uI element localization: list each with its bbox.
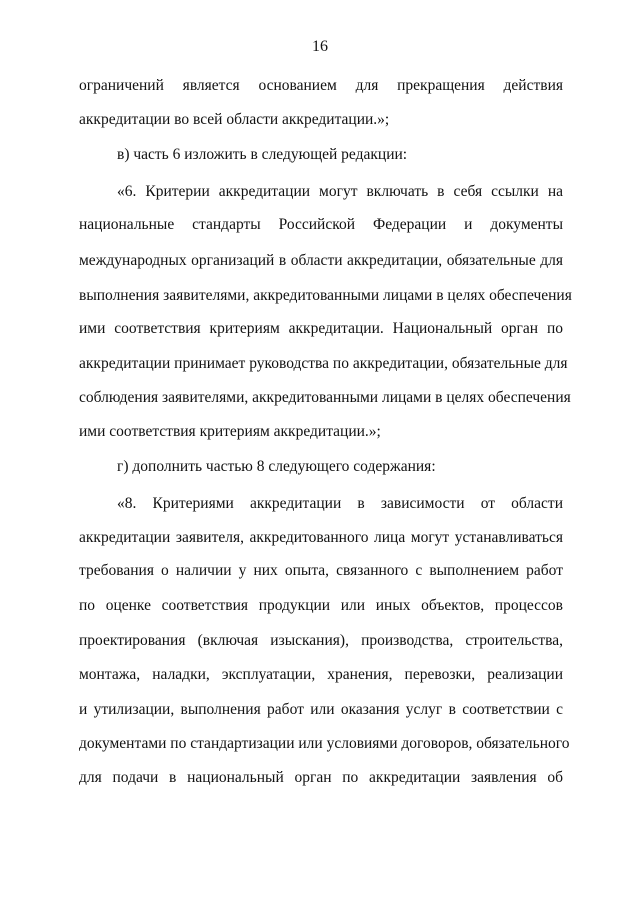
paragraph-first-line: «6. Критерии аккредитации могут включать в себя ссылки на: [117, 183, 563, 200]
page-number: 16: [312, 38, 328, 55]
text-line: для подачи в национальный орган по аккредитации заявления об: [79, 769, 563, 786]
text-line: проектирования (включая изыскания), производства, строительства,: [79, 632, 563, 649]
text-line: выполнения заявителями, аккредитованными лицами в целях обеспечения: [79, 287, 572, 304]
text-line: монтажа, наладки, эксплуатации, хранения, перевозки, реализации: [79, 666, 563, 683]
text-line: документами по стандартизации или условиями договоров, обязательного: [79, 735, 570, 752]
text-line: ограничений является основанием для прекращения действия: [79, 77, 563, 94]
paragraph-first-line: г) дополнить частью 8 следующего содержания:: [117, 458, 436, 475]
text-line: по оценке соответствия продукции или иных объектов, процессов: [79, 597, 563, 614]
text-line: ими соответствия критериям аккредитации. Национальный орган по: [79, 320, 563, 337]
text-line: аккредитации принимает руководства по аккредитации, обязательные для: [79, 355, 568, 372]
text-line: соблюдения заявителями, аккредитованными лицами в целях обеспечения: [79, 389, 571, 406]
text-line: аккредитации во всей области аккредитации.»;: [79, 111, 390, 128]
text-line: международных организаций в области аккредитации, обязательные для: [79, 252, 563, 269]
text-line: ими соответствия критериям аккредитации.»;: [79, 423, 381, 440]
paragraph-first-line: «8. Критериями аккредитации в зависимости от области: [117, 495, 563, 512]
text-line: аккредитации заявителя, аккредитованного лица могут устанавливаться: [79, 529, 563, 546]
text-line: и утилизации, выполнения работ или оказания услуг в соответствии с: [79, 701, 563, 718]
text-line: национальные стандарты Российской Федерации и документы: [79, 216, 563, 233]
paragraph-first-line: в) часть 6 изложить в следующей редакции:: [117, 146, 408, 163]
text-line: требования о наличии у них опыта, связанного с выполнением работ: [79, 562, 563, 579]
